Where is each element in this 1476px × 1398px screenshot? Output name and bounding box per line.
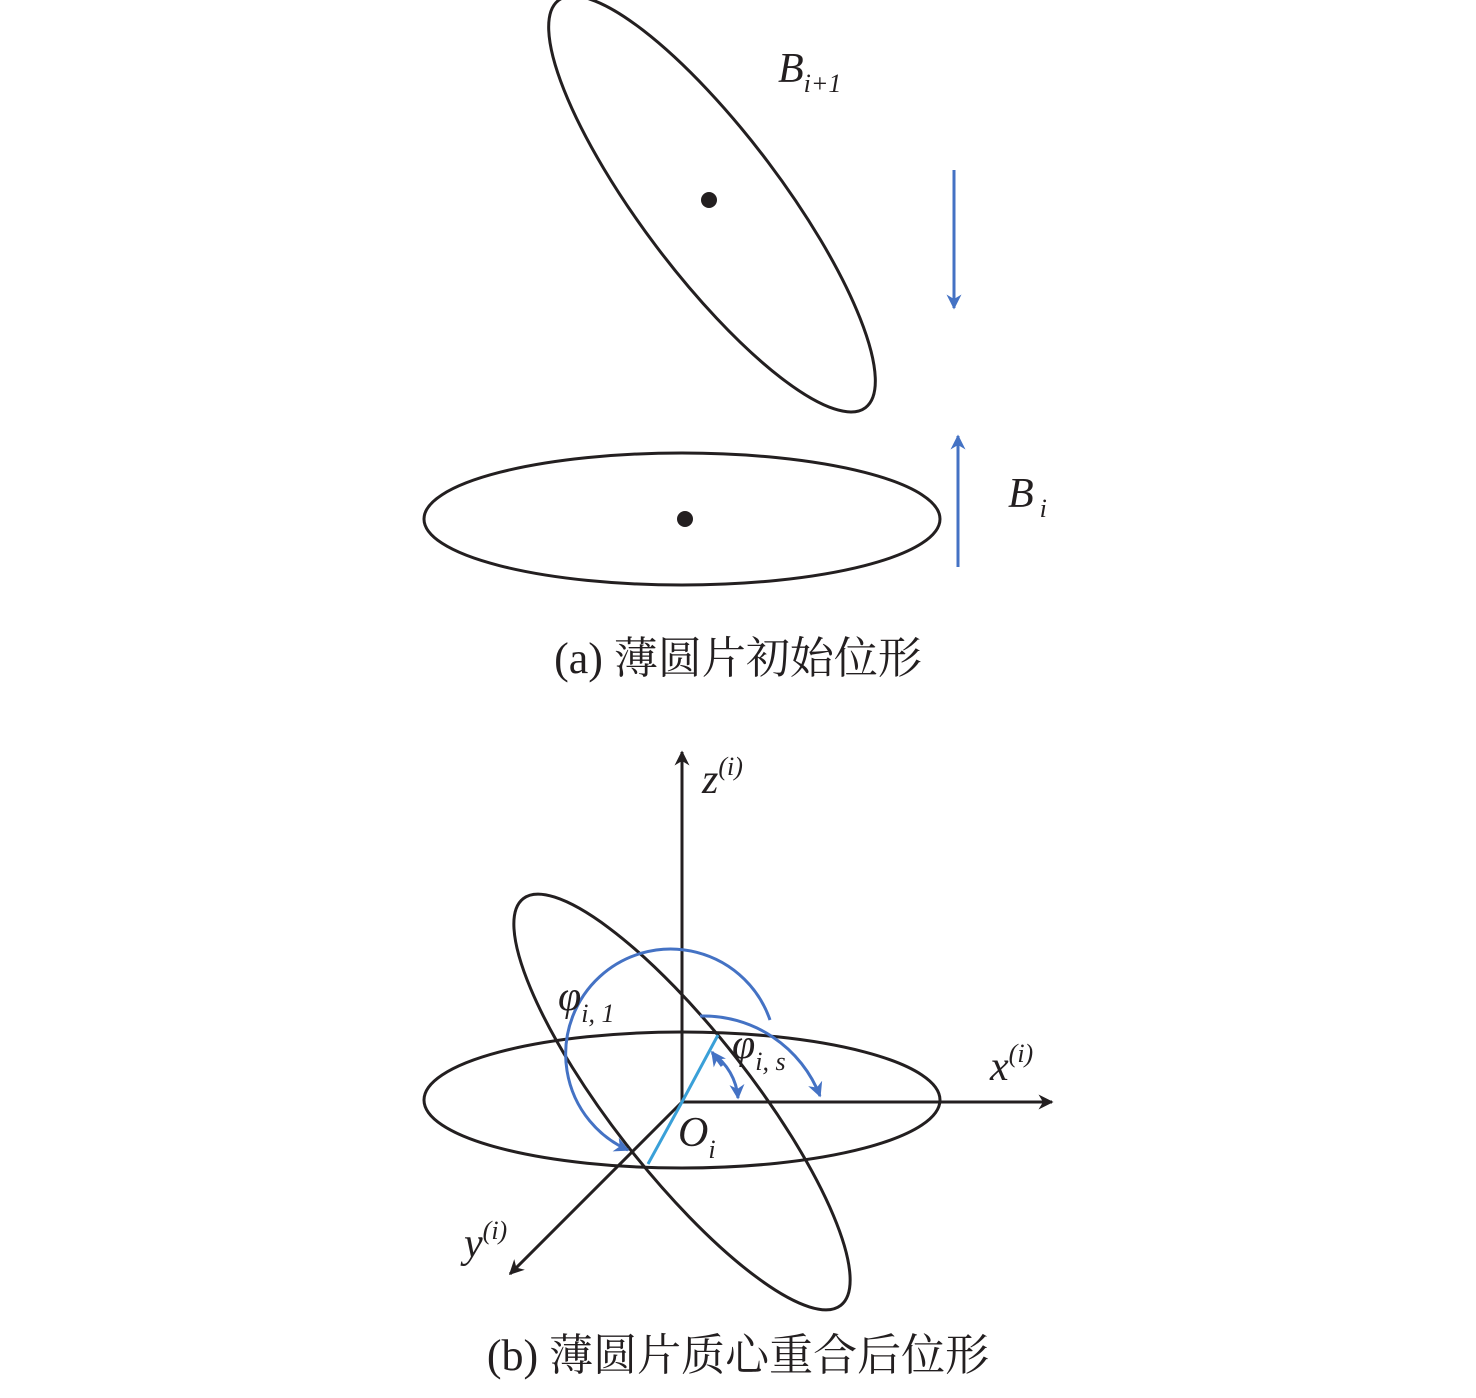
upper-disc-label: $B_{i+1}$	[778, 46, 842, 98]
upper-disc-center	[701, 192, 717, 208]
caption-b: (b) 薄圆片质心重合后位形	[486, 1331, 990, 1380]
lower-disc-center	[677, 511, 693, 527]
lower-disc-label: B $_i$	[1008, 471, 1047, 523]
caption-a: (a) 薄圆片初始位形	[554, 634, 922, 683]
angle-1-label: $\varphi_{i, 1}$	[558, 974, 615, 1028]
z-axis-label: $z^{(i)}$	[702, 752, 743, 803]
panel-b	[424, 752, 1052, 1380]
upper-disc-ellipse	[503, 0, 922, 450]
panel-a	[424, 0, 1047, 683]
angle-s-label: $\varphi_{i, s}$	[732, 1022, 786, 1076]
origin-label: $O_i$	[678, 1110, 716, 1164]
x-axis-label: $x^{(i)}$	[990, 1039, 1034, 1090]
y-axis-label: $y^{(i)}$	[464, 1216, 508, 1267]
